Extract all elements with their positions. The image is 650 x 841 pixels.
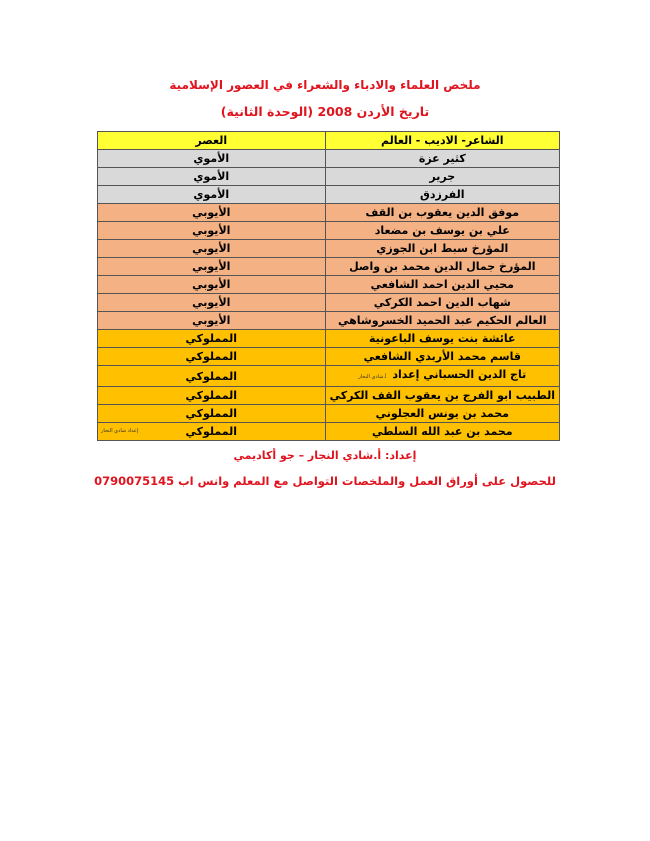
table-row bbox=[98, 258, 560, 276]
era-label: الأيوبي bbox=[192, 206, 231, 219]
person-name: المؤرخ جمال الدين محمد بن واصل bbox=[349, 260, 536, 273]
person-name: عائشة بنت يوسف الباعونية bbox=[369, 332, 516, 345]
person-name: الطبيب ابو الفرج بن يعقوب القف الكركي bbox=[329, 389, 555, 402]
era-cell bbox=[98, 330, 326, 348]
person-name: علي بن يوسف بن مضعاد bbox=[374, 224, 510, 237]
era-cell bbox=[98, 150, 326, 168]
era-cell bbox=[98, 294, 326, 312]
table-row bbox=[98, 312, 560, 330]
person-name: محمد بن يونس العجلوني bbox=[375, 407, 509, 420]
era-label: المملوكي bbox=[185, 350, 238, 363]
column-header-name: الشاعر- الاديب - العالم bbox=[325, 132, 559, 150]
person-name-cell bbox=[325, 387, 559, 405]
era-label: الأيوبي bbox=[192, 224, 231, 237]
era-cell bbox=[98, 312, 326, 330]
era-label: الأيوبي bbox=[192, 260, 231, 273]
preparer-stamp: إعداد شادي النجار bbox=[101, 428, 139, 434]
era-cell bbox=[98, 204, 326, 222]
era-label: المملوكي bbox=[185, 369, 238, 383]
table-row bbox=[98, 348, 560, 366]
era-cell bbox=[98, 423, 326, 441]
person-name-cell bbox=[325, 240, 559, 258]
era-label: الأموي bbox=[193, 188, 230, 201]
person-name: قاسم محمد الأربدي الشافعي bbox=[363, 350, 521, 363]
era-label: الأيوبي bbox=[192, 278, 231, 291]
person-name-cell bbox=[325, 366, 559, 387]
person-name: شهاب الدين احمد الكركي bbox=[373, 296, 511, 309]
scholars-table bbox=[97, 131, 560, 441]
person-name: جرير bbox=[429, 170, 456, 183]
preparer-credit: إعداد: أ.شادي النجار – جو أكاديمي bbox=[233, 449, 417, 462]
table-row bbox=[98, 405, 560, 423]
table-row bbox=[98, 168, 560, 186]
person-name: المؤرخ سبط ابن الجوزي bbox=[376, 242, 509, 255]
table-row bbox=[98, 186, 560, 204]
document-title: ملخص العلماء والادباء والشعراء في العصور الإسلامية bbox=[169, 78, 481, 92]
person-name-cell bbox=[325, 168, 559, 186]
table-row bbox=[98, 387, 560, 405]
column-header-era: العصر bbox=[98, 132, 326, 150]
era-label: الأيوبي bbox=[192, 314, 231, 327]
era-label: المملوكي bbox=[185, 407, 238, 420]
era-cell bbox=[98, 222, 326, 240]
table-header-row bbox=[98, 132, 560, 150]
person-name: محمد بن عبد الله السلطي bbox=[371, 425, 513, 438]
era-label: المملوكي bbox=[185, 425, 238, 438]
person-name-cell bbox=[325, 423, 559, 441]
person-name-cell bbox=[325, 276, 559, 294]
era-cell bbox=[98, 186, 326, 204]
person-name-cell bbox=[325, 294, 559, 312]
table-row bbox=[98, 240, 560, 258]
era-cell bbox=[98, 276, 326, 294]
inline-note: أ.شادي النجار bbox=[358, 374, 387, 380]
era-cell bbox=[98, 387, 326, 405]
era-cell bbox=[98, 405, 326, 423]
person-name-cell bbox=[325, 186, 559, 204]
table-row bbox=[98, 204, 560, 222]
document-subtitle: تاريخ الأردن 2008 (الوحدة الثانية) bbox=[220, 104, 430, 119]
person-name-cell bbox=[325, 330, 559, 348]
era-cell bbox=[98, 258, 326, 276]
table-row bbox=[98, 150, 560, 168]
era-cell bbox=[98, 348, 326, 366]
table-row bbox=[98, 276, 560, 294]
person-name-cell bbox=[325, 348, 559, 366]
era-label: المملوكي bbox=[185, 332, 238, 345]
contact-line: للحصول على أوراق العمل والملخصات التواصل مع المعلم وانس اب 0790075145 bbox=[94, 474, 556, 488]
person-name-cell bbox=[325, 150, 559, 168]
person-name: موفق الدين يعقوب بن القف bbox=[365, 206, 520, 219]
person-name: تاج الدين الحسباني إعداد bbox=[392, 368, 527, 381]
era-label: المملوكي bbox=[185, 389, 238, 402]
era-label: الأموي bbox=[193, 170, 230, 183]
person-name-cell bbox=[325, 405, 559, 423]
person-name: العالم الحكيم عبد الحميد الخسروشاهي bbox=[338, 314, 547, 327]
table-row bbox=[98, 294, 560, 312]
person-name-cell bbox=[325, 312, 559, 330]
person-name-cell bbox=[325, 222, 559, 240]
table-row bbox=[98, 330, 560, 348]
person-name: الفرزدق bbox=[420, 188, 465, 201]
era-label: الأيوبي bbox=[192, 296, 231, 309]
era-cell bbox=[98, 240, 326, 258]
table-row bbox=[98, 366, 560, 387]
era-label: الأموي bbox=[193, 152, 230, 165]
era-label: الأيوبي bbox=[192, 242, 231, 255]
table-row bbox=[98, 222, 560, 240]
era-cell bbox=[98, 168, 326, 186]
person-name-cell bbox=[325, 204, 559, 222]
table-body bbox=[98, 150, 560, 441]
table-row bbox=[98, 423, 560, 441]
person-name-cell bbox=[325, 258, 559, 276]
person-name: محيي الدين احمد الشافعي bbox=[370, 278, 514, 291]
person-name: كثير عزة bbox=[418, 152, 466, 165]
era-cell bbox=[98, 366, 326, 387]
